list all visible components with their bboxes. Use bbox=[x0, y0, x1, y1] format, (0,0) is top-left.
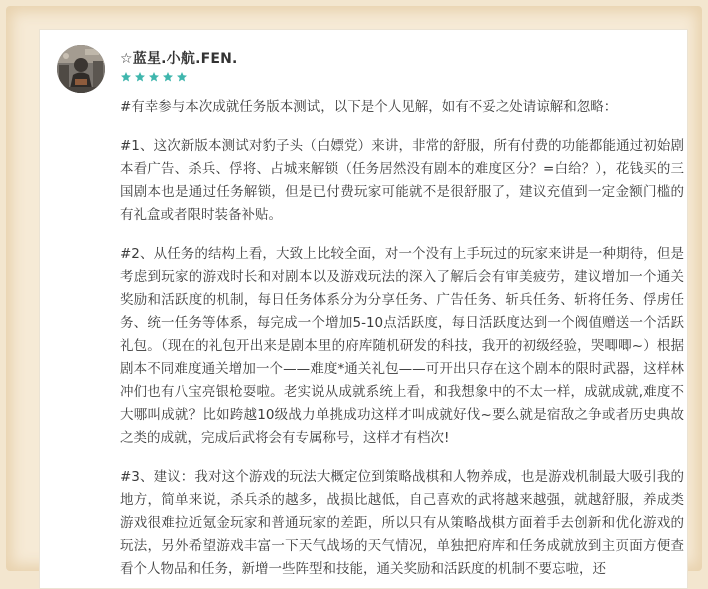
star-icon bbox=[176, 71, 188, 83]
avatar[interactable] bbox=[57, 45, 105, 93]
review-paragraph-2: #2、从任务的结构上看，大致上比较全面，对一个没有上手玩过的玩家来讲是一种期待，但是考虑到玩家的游戏时长和对剧本以及游戏玩法的深入了解后会有审美疲劳，建议增加一个通关奖励和活跃度的机制，每日任务体系分为分享任务、广告任务、斩兵任务、斩将任务、俘虏任务、统一任务等体系，每完成一个增加5-10点活跃度，每日活跃度达到一个阀值赠送一个活跃礼包。（现在的礼包开出来是剧本里的府库随机研发的科技，我开的初级经验，哭唧唧~）根据剧本不同难度通关增加一个——难度*通关礼包——可开出只存在这个剧本的限时武器，这样林冲们也有八宝亮银枪耍啦。老实说从成就系统上看，和我想象中的不太一样，成就成就,难度不大哪叫成就？比如跨越10级战力单挑成功这样才叫成就好伐~要么就是宿敌之争或者历史典故之类的成就，完成后武将会有专属称号，这样才有档次! bbox=[120, 246, 684, 446]
star-icon bbox=[162, 71, 174, 83]
decorative-frame bbox=[6, 6, 702, 577]
rating-stars bbox=[120, 71, 188, 83]
star-icon bbox=[148, 71, 160, 83]
review-paragraph-3: #3、建议：我对这个游戏的玩法大概定位到策略战棋和人物养成，也是游戏机制最大吸引我的地方，简单来说，杀兵杀的越多，战损比越低，自己喜欢的武将越来越强，就越舒服，养成类游戏很难拉近氪金玩家和普通玩家的差距，所以只有从策略战棋方面着手去创新和优化游戏的玩法，另外希望游戏丰富一下天气战场的天气情况，单独把府库和任务成就放到主页面方便查看个人物品和任务，新增一些阵型和技能，通关奖励和活跃度的机制不要忘啦，还 bbox=[120, 469, 684, 577]
username[interactable]: ☆蓝星.小航.FEN. bbox=[120, 51, 238, 67]
star-icon bbox=[134, 71, 146, 83]
review-card bbox=[39, 29, 688, 589]
avatar-photo-icon bbox=[57, 45, 105, 93]
star-icon bbox=[120, 71, 132, 83]
review-paragraph-intro: #有幸参与本次成就任务版本测试，以下是个人见解，如有不妥之处请谅解和忽略： bbox=[120, 99, 618, 115]
review-content bbox=[120, 96, 684, 589]
review-paragraph-1: #1、这次新版本测试对豹子头（白嫖党）来讲，非常的舒服，所有付费的功能都能通过初始剧本看广告、杀兵、俘将、占城来解锁（任务居然没有剧本的难度区分？=白给？），花钱买的三国剧本也是通过任务解锁，但是已付费玩家可能就不是很舒服了，建议充值到一定金额门槛的有礼盒或者限时装备补贴。 bbox=[120, 138, 684, 223]
